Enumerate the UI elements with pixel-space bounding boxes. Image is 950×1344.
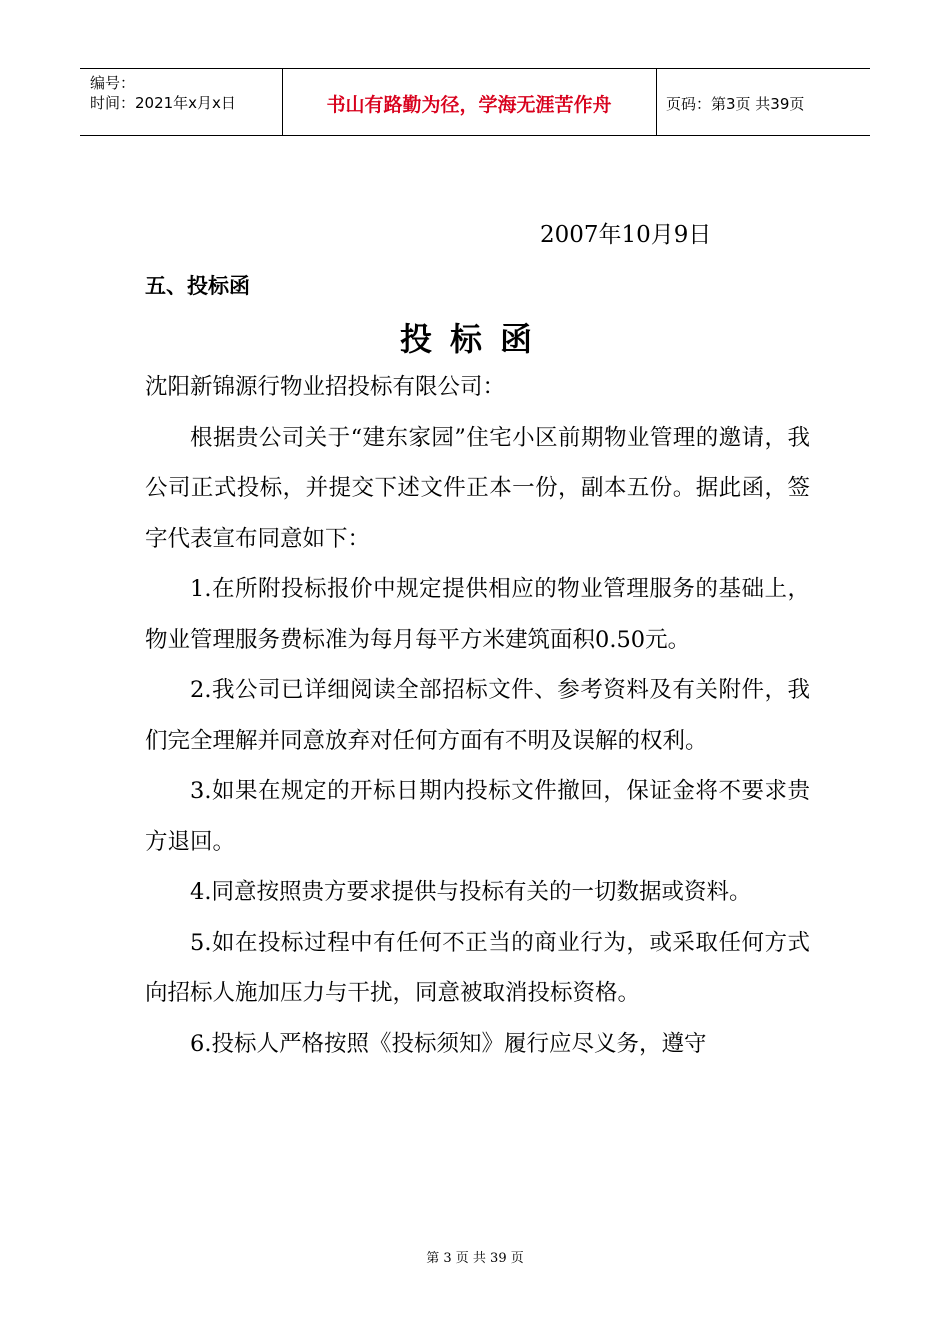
page-footer: 第 3 页 共 39 页	[426, 1251, 524, 1266]
header-table	[80, 68, 870, 136]
salutation: 沈阳新锦源行物业招投标有限公司：	[145, 374, 506, 400]
paragraph-item-4: 4.同意按照贵方要求提供与投标有关的一切数据或资料。	[190, 879, 752, 905]
section-heading: 五、投标函	[145, 274, 250, 298]
letter-date: 2007年10月9日	[540, 222, 712, 248]
document-time-label: 时间：2021年x月x日	[90, 94, 236, 112]
header-page-info: 页码：第3页 共39页	[666, 94, 805, 113]
paragraph-item-1: 1.在所附投标报价中规定提供相应的物业管理服务的基础上，物业管理服务费标准为每月每平方米建筑面积0.50元。	[145, 576, 810, 653]
letter-body	[145, 362, 810, 1069]
header-meta	[90, 73, 236, 113]
document-number-label: 编号：	[90, 74, 136, 92]
header-motto: 书山有路勤为径，学海无涯苦作舟	[326, 93, 612, 116]
paragraph-item-3: 3.如果在规定的开标日期内投标文件撤回，保证金将不要求贵方退回。	[145, 778, 810, 855]
document-title: 投标函	[399, 320, 550, 358]
paragraph-intro: 根据贵公司关于“建东家园”住宅小区前期物业管理的邀请，我公司正式投标，并提交下述文件正本一份，副本五份。据此函，签字代表宣布同意如下：	[145, 424, 810, 552]
paragraph-item-2: 2.我公司已详细阅读全部招标文件、参考资料及有关附件，我们完全理解并同意放弃对任何方面有不明及误解的权利。	[145, 677, 810, 754]
paragraph-item-6: 6.投标人严格按照《投标须知》履行应尽义务，遵守	[190, 1030, 707, 1057]
paragraph-item-5: 5.如在投标过程中有任何不正当的商业行为，或采取任何方式向招标人施加压力与干扰，同意被取消投标资格。	[145, 929, 810, 1006]
header-divider	[656, 69, 657, 135]
